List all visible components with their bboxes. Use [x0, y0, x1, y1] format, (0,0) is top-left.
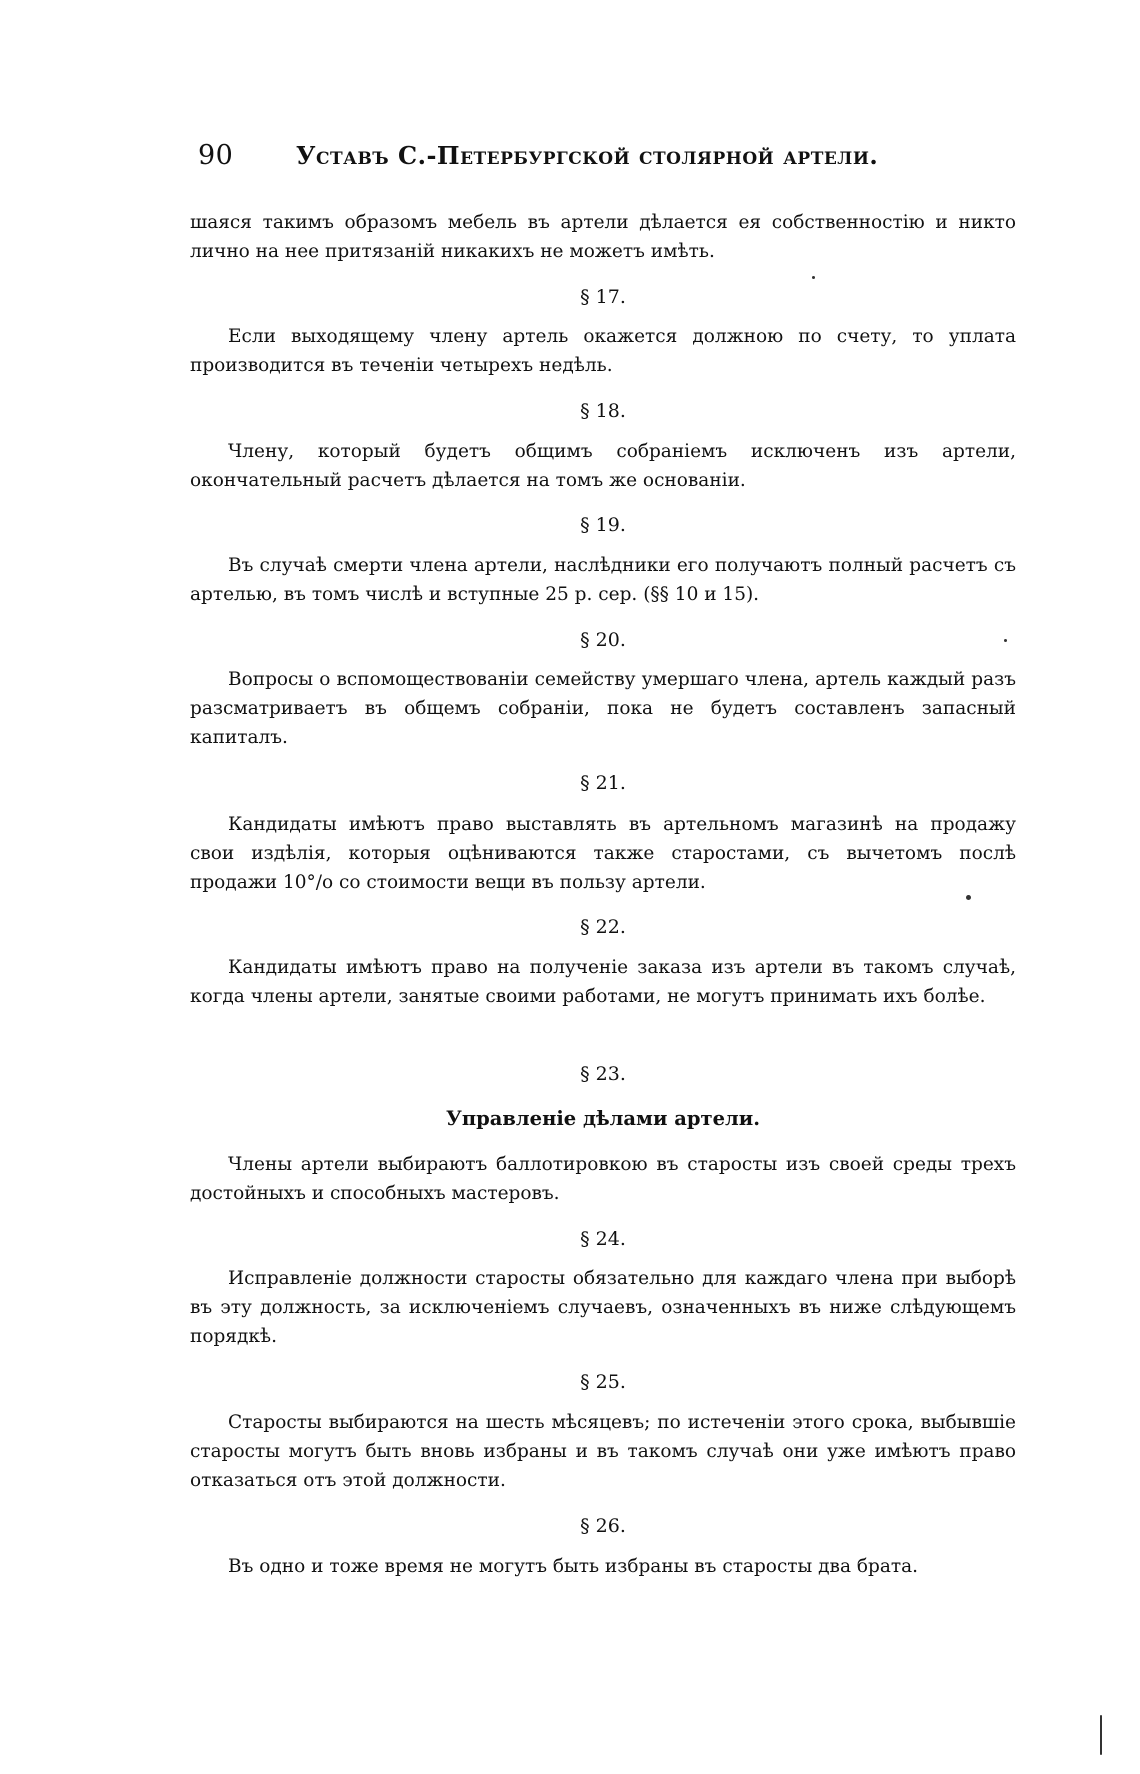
section-label-18: § 18.	[580, 400, 626, 422]
paragraph-text: Старосты выбираются на шесть мѣсяцевъ; по истеченіи этого срока, выбывшіе старосты могутъ быть вновь избраны и въ такомъ случаѣ они уже имѣютъ право отказаться отъ этой должности.	[190, 1412, 1016, 1491]
section-19-text	[190, 551, 1016, 609]
section-label-24: § 24.	[580, 1228, 626, 1250]
header-title: Уставъ С.-Петербургской столярной артели.	[296, 141, 879, 170]
paragraph-text: Члены артели выбираютъ баллотировкою въ старосты изъ своей среды трехъ достойныхъ и способныхъ мастеровъ.	[190, 1154, 1016, 1204]
section-18-text	[190, 437, 1016, 495]
section-23-text	[190, 1150, 1016, 1208]
continuation-paragraph	[190, 208, 1016, 266]
section-26-text	[190, 1552, 1016, 1581]
scan-speck	[812, 276, 815, 279]
section-22-text	[190, 953, 1016, 1011]
paragraph-text: Члену, который будетъ общимъ собраніемъ исключенъ изъ артели, окончательный расчетъ дѣлается на томъ же основаніи.	[190, 441, 1016, 491]
paragraph-text: шаяся такимъ образомъ мебель въ артели дѣлается ея собственностію и никто лично на нее притязаній никакихъ не можетъ имѣть.	[190, 212, 1016, 262]
scan-speck	[1004, 639, 1007, 642]
section-label-22: § 22.	[580, 916, 626, 938]
section-21-text	[190, 810, 1016, 897]
paragraph-text: Кандидаты имѣютъ право на полученіе заказа изъ артели въ такомъ случаѣ, когда члены артели, занятые своими работами, не могутъ принимать ихъ болѣе.	[190, 957, 1016, 1007]
section-subheading: Управленіе дѣлами артели.	[446, 1107, 760, 1130]
page-number: 90	[198, 140, 234, 171]
paragraph-text: Въ случаѣ смерти члена артели, наслѣдники его получаютъ полный расчетъ съ артелью, въ томъ числѣ и вступные 25 р. сер. (§§ 10 и 15).	[190, 555, 1016, 605]
section-label-19: § 19.	[580, 514, 626, 536]
paragraph-text: Исправленіе должности старосты обязательно для каждаго члена при выборѣ въ эту должность, за исключеніемъ случаевъ, означенныхъ въ ниже слѣдующемъ порядкѣ.	[190, 1268, 1016, 1347]
section-label-21: § 21.	[580, 772, 626, 794]
section-17-text	[190, 322, 1016, 380]
scan-edge-mark	[1100, 1715, 1102, 1755]
section-24-text	[190, 1264, 1016, 1351]
section-label-17: § 17.	[580, 286, 626, 308]
paragraph-text: Въ одно и тоже время не могутъ быть избраны въ старосты два брата.	[228, 1556, 919, 1577]
section-label-26: § 26.	[580, 1515, 626, 1537]
scan-speck	[966, 895, 971, 900]
running-header	[198, 140, 918, 171]
section-label-23: § 23.	[580, 1063, 626, 1085]
section-20-text	[190, 665, 1016, 752]
section-label-20: § 20.	[580, 629, 626, 651]
section-label-25: § 25.	[580, 1371, 626, 1393]
paragraph-text: Вопросы о вспомоществованіи семейству умершаго члена, артель каждый разъ разсматриваетъ въ общемъ собраніи, пока не будетъ составленъ запасный капиталъ.	[190, 669, 1016, 748]
paragraph-text: Кандидаты имѣютъ право выставлять въ артельномъ магазинѣ на продажу свои издѣлія, которыя оцѣниваются также старостами, съ вычетомъ послѣ продажи 10°/о со стоимости вещи въ пользу артели.	[190, 814, 1016, 893]
section-25-text	[190, 1408, 1016, 1495]
paragraph-text: Если выходящему члену артель окажется должною по счету, то уплата производится въ теченіи четырехъ недѣль.	[190, 326, 1016, 376]
